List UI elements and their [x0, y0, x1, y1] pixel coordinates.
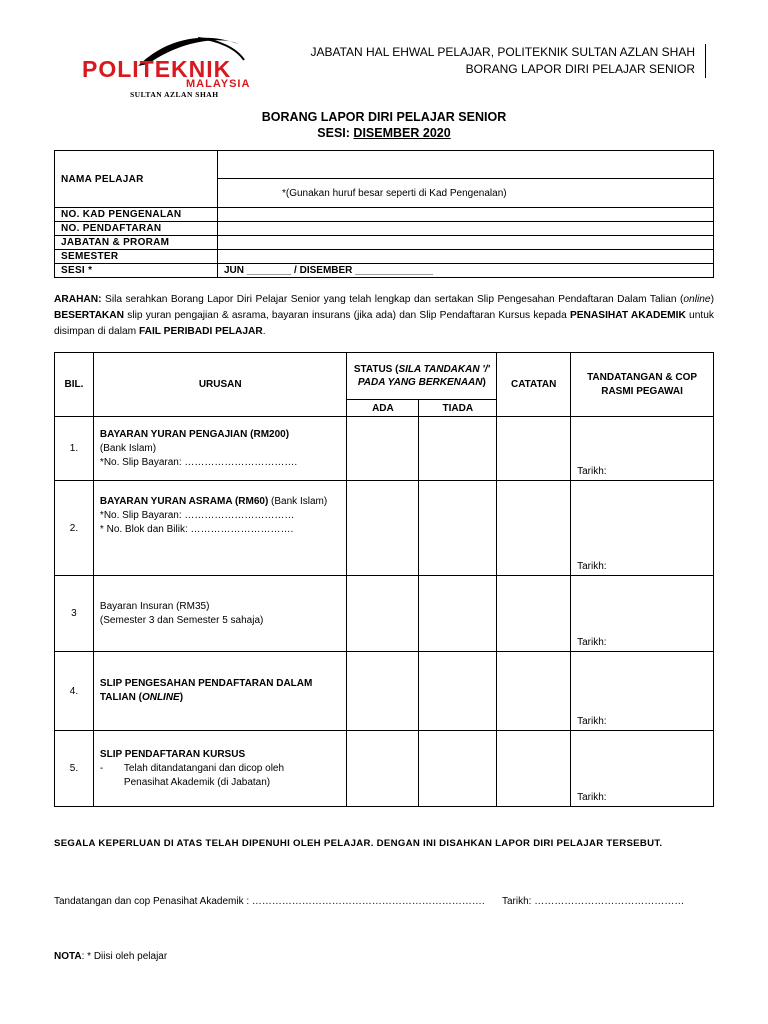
header-status	[347, 353, 497, 400]
instructions-text-4: untuk disimpan di dalam	[54, 310, 714, 337]
logo-text-sub: MALAYSIA	[186, 78, 251, 90]
row-title: BAYARAN YURAN ASRAMA (RM60)	[99, 496, 269, 507]
instructions-text-5: .	[262, 326, 266, 337]
note-label: NOTA	[54, 951, 82, 962]
header-tiada: TIADA	[419, 400, 497, 417]
row-title: BAYARAN YURAN PENGAJIAN (RM200)	[99, 428, 290, 440]
nama-field[interactable]	[218, 151, 714, 179]
signature-cell[interactable]	[571, 481, 714, 576]
header-status-c: )	[482, 377, 486, 388]
student-info-table	[54, 150, 714, 278]
row-bil: 5.	[55, 731, 94, 807]
instructions-text-3: slip yuran pengajian & asrama, bayaran insurans (jika ada) dan Slip Pendaftaran Kursus kepada	[124, 310, 570, 321]
catatan-field[interactable]	[497, 731, 571, 807]
signature-cell[interactable]	[571, 576, 714, 652]
session-value: DISEMBER 2020	[353, 126, 451, 140]
advisor-date-line[interactable]: Tarikh: ………………………………………	[502, 896, 685, 907]
row-urusan	[93, 576, 347, 652]
header-bil: BIL.	[55, 353, 94, 417]
tarikh-label: Tarikh:	[577, 637, 607, 648]
session-title	[0, 126, 768, 140]
advisor-signature-line[interactable]: Tandatangan dan cop Penasihat Akademik : …………………………………………………………….	[54, 896, 485, 907]
instructions-fail: FAIL PERIBADI PELAJAR	[138, 326, 263, 337]
row-line-2: * No. Blok dan Bilik: ………………………….	[99, 524, 294, 535]
header-line-2: BORANG LAPOR DIRI PELAJAR SENIOR	[465, 62, 695, 76]
note	[54, 951, 167, 962]
catatan-field[interactable]	[497, 417, 571, 481]
row-line-2: *No. Slip Bayaran: …………………………….	[99, 456, 298, 468]
row-bil: 3	[55, 576, 94, 652]
sesi-field[interactable]: JUN ________ / DISEMBER ______________	[218, 264, 714, 278]
politeknik-logo	[78, 30, 278, 102]
instructions-besertakan: BESERTAKAN	[54, 310, 124, 321]
row-title: SLIP PENGESAHAN PENDAFTARAN DALAM TALIAN (	[99, 678, 313, 703]
instructions-online: online	[683, 294, 711, 305]
tiada-checkbox[interactable]	[419, 481, 497, 576]
nama-note: *(Gunakan huruf besar seperti di Kad Pengenalan)	[218, 179, 714, 208]
header-status-b: SILA TANDAKAN '/' PADA YANG BERKENAAN	[357, 364, 490, 388]
tarikh-label: Tarikh:	[577, 792, 607, 803]
row-line-1: Bayaran Insuran (RM35)	[99, 600, 210, 612]
tiada-checkbox[interactable]	[419, 731, 497, 807]
ic-label: NO. KAD PENGENALAN	[55, 208, 218, 222]
row-title-online: ONLINE	[141, 692, 180, 703]
tarikh-label: Tarikh:	[577, 466, 607, 477]
row-title: SLIP PENDAFTARAN KURSUS	[99, 748, 246, 760]
ada-checkbox[interactable]	[347, 652, 419, 731]
tarikh-label: Tarikh:	[577, 561, 607, 572]
table-row	[55, 731, 714, 807]
table-row	[55, 652, 714, 731]
nama-label: NAMA PELAJAR	[55, 151, 218, 208]
catatan-field[interactable]	[497, 481, 571, 576]
session-label: SESI:	[317, 126, 354, 140]
logo-text-sub2: SULTAN AZLAN SHAH	[130, 90, 219, 99]
tiada-checkbox[interactable]	[419, 576, 497, 652]
row-bil: 2.	[55, 481, 94, 576]
sesi-label: SESI *	[55, 264, 218, 278]
header-line-1: JABATAN HAL EHWAL PELAJAR, POLITEKNIK SULTAN AZLAN SHAH	[310, 45, 695, 59]
tarikh-label: Tarikh:	[577, 716, 607, 727]
form-title: BORANG LAPOR DIRI PELAJAR SENIOR	[261, 110, 507, 124]
row-title-end: )	[179, 692, 184, 703]
header-urusan: URUSAN	[93, 353, 347, 417]
ada-checkbox[interactable]	[347, 481, 419, 576]
row-line-1: (Bank Islam)	[99, 442, 157, 454]
header-catatan: CATATAN	[497, 353, 571, 417]
instructions-penasihat: PENASIHAT AKADEMIK	[569, 310, 686, 321]
table-row	[55, 481, 714, 576]
catatan-field[interactable]	[497, 576, 571, 652]
jabatan-label: JABATAN & PRORAM	[55, 236, 218, 250]
ic-field[interactable]	[218, 208, 714, 222]
row-urusan	[93, 481, 347, 576]
row-dash: -	[99, 762, 104, 774]
row-line-2: (Semester 3 dan Semester 5 sahaja)	[99, 614, 264, 626]
row-title-tail: (Bank Islam)	[268, 496, 328, 507]
row-urusan	[93, 417, 347, 481]
signature-cell[interactable]	[571, 652, 714, 731]
row-bil: 4.	[55, 652, 94, 731]
header-tandatangan: TANDATANGAN & COP RASMI PEGAWAI	[571, 353, 714, 417]
declaration: SEGALA KEPERLUAN DI ATAS TELAH DIPENUHI OLEH PELAJAR. DENGAN INI DISAHKAN LAPOR DIRI PELAJAR TERSEBUT.	[54, 838, 663, 849]
row-line-1: Telah ditandatangani dan dicop oleh	[123, 762, 285, 774]
jabatan-field[interactable]	[218, 236, 714, 250]
note-text: : * Diisi oleh pelajar	[81, 951, 168, 962]
ada-checkbox[interactable]	[347, 417, 419, 481]
tiada-checkbox[interactable]	[419, 417, 497, 481]
instructions-text-1: Sila serahkan Borang Lapor Diri Pelajar Senior yang telah lengkap dan sertakan Slip Pengesahan Pendaftaran Dalam Talian (	[101, 294, 684, 305]
row-urusan	[93, 731, 347, 807]
logo-text-main: POLITEKNIK	[82, 56, 232, 82]
signature-cell[interactable]	[571, 731, 714, 807]
ada-checkbox[interactable]	[347, 576, 419, 652]
catatan-field[interactable]	[497, 652, 571, 731]
tiada-checkbox[interactable]	[419, 652, 497, 731]
daftar-field[interactable]	[218, 222, 714, 236]
row-line-1: *No. Slip Bayaran: ……………………………	[99, 510, 295, 521]
document-header	[310, 44, 706, 78]
daftar-label: NO. PENDAFTARAN	[55, 222, 218, 236]
header-status-a: STATUS (	[353, 364, 399, 375]
semester-field[interactable]	[218, 250, 714, 264]
table-row	[55, 576, 714, 652]
instructions-label: ARAHAN:	[54, 294, 102, 305]
header-ada: ADA	[347, 400, 419, 417]
signature-cell[interactable]	[571, 417, 714, 481]
semester-label: SEMESTER	[55, 250, 218, 264]
checklist-table	[54, 352, 714, 807]
row-line-2: Penasihat Akademik (di Jabatan)	[123, 776, 271, 788]
instructions-text-2: )	[710, 294, 714, 305]
table-row	[55, 417, 714, 481]
instructions	[54, 292, 714, 340]
row-urusan	[93, 652, 347, 731]
row-bil: 1.	[55, 417, 94, 481]
ada-checkbox[interactable]	[347, 731, 419, 807]
